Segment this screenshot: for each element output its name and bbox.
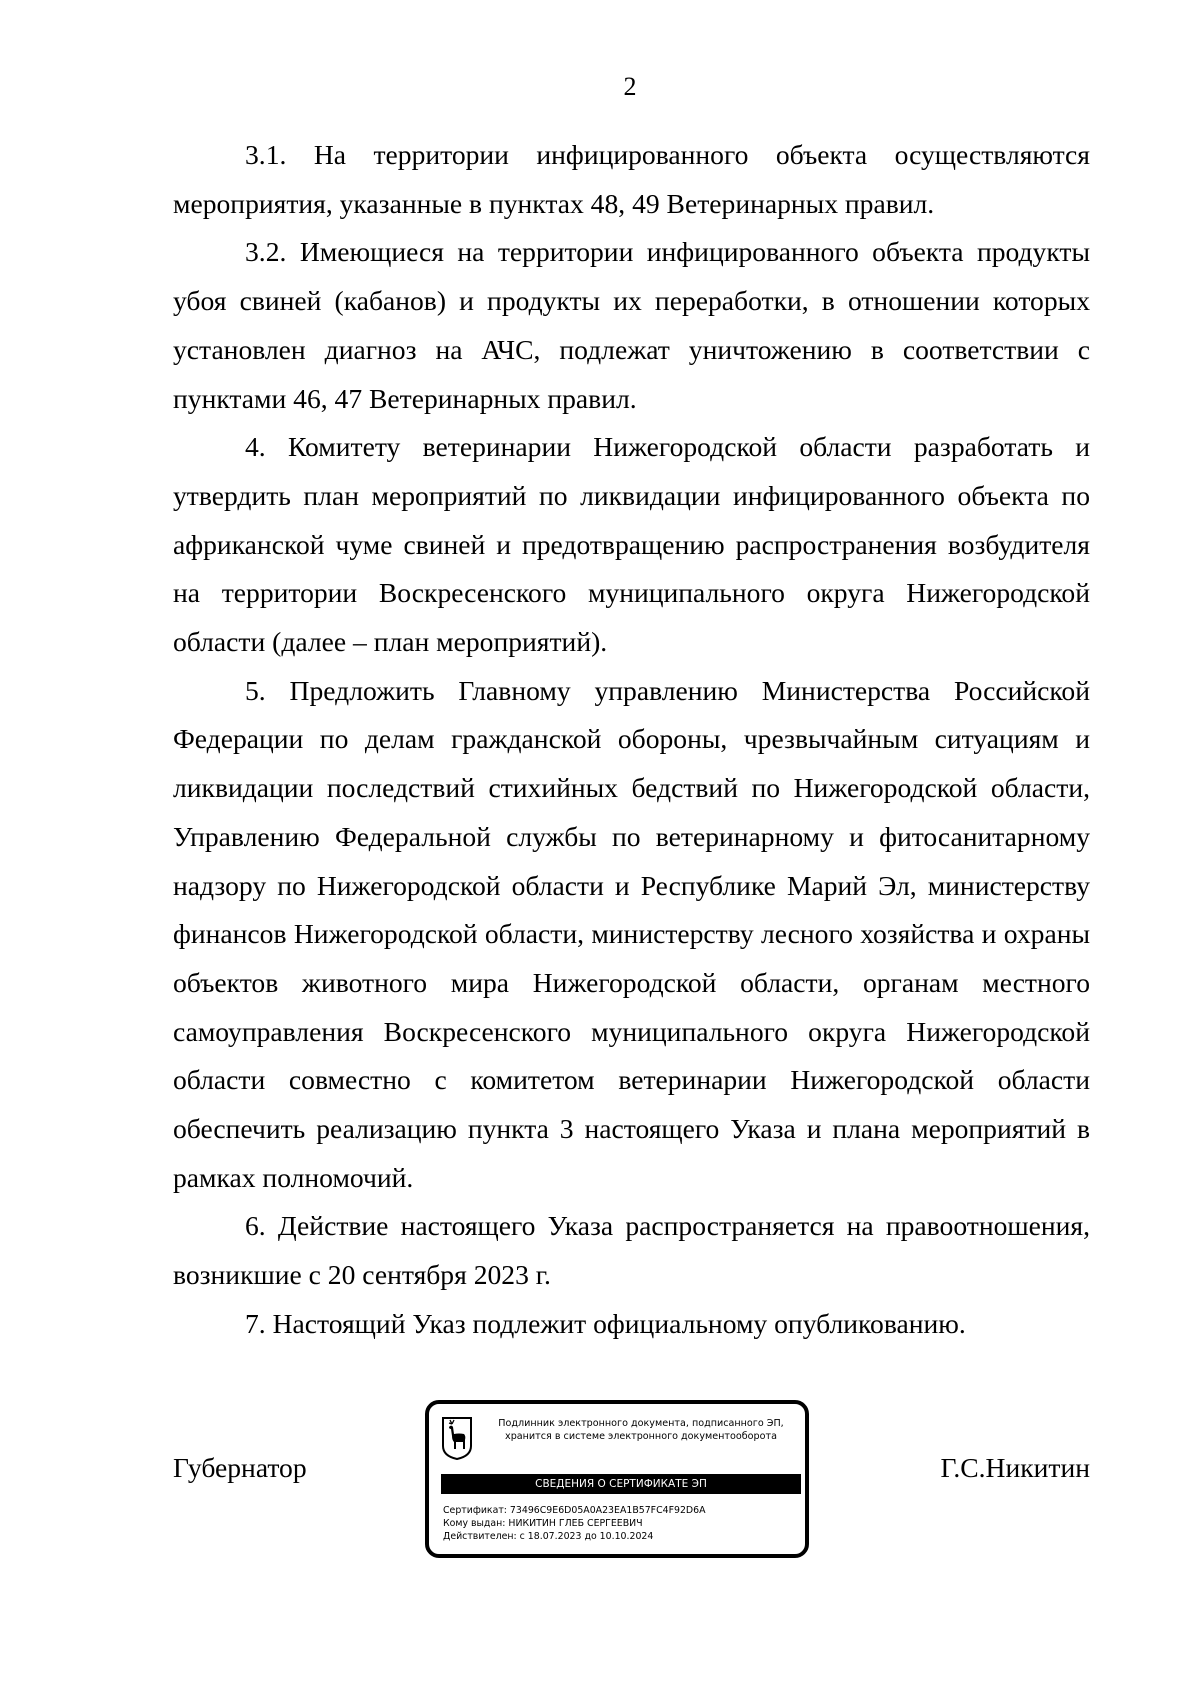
signer-position: Губернатор (173, 1452, 307, 1483)
stamp-notice-line2: хранится в системе электронного документооборота (505, 1431, 777, 1442)
deer-emblem-icon (441, 1416, 473, 1460)
signature-block (173, 1400, 1090, 1550)
stamp-notice (481, 1417, 801, 1443)
stamp-notice-line1: Подлинник электронного документа, подписанного ЭП, (498, 1418, 784, 1429)
certificate-validity: Действителен: с 18.07.2023 до 10.10.2024 (443, 1531, 654, 1542)
electronic-signature-stamp (425, 1400, 809, 1558)
certificate-owner: Кому выдан: НИКИТИН ГЛЕБ СЕРГЕЕВИЧ (443, 1518, 643, 1529)
paragraph-4: 4. Комитету ветеринарии Нижегородской области разработать и утвердить план мероприятий по ликвидации инфицированного объекта по африканской чуме свиней и предотвращению распространения возбудителя на территории Воскресенского муниципального округа Нижегородской области (далее – план мероприятий). (173, 431, 1090, 658)
paragraph-5: 5. Предложить Главному управлению Министерства Российской Федерации по делам гражданской обороны, чрезвычайным ситуациям и ликвидации последствий стихийных бедствий по Нижегородской области, Управлению Федеральной службы по ветеринарному и фитосанитарному надзору по Нижегородской области и Республике Марий Эл, министерству финансов Нижегородской области, министерству лесного хозяйства и охраны объектов животного мира Нижегородской области, органам местного самоуправления Воскресенского муниципального округа Нижегородской области совместно с комитетом ветеринарии Нижегородской области обеспечить реализацию пункта 3 настоящего Указа и плана мероприятий в рамках полномочий. (173, 674, 1090, 1193)
paragraph-6: 6. Действие настоящего Указа распространяется на правоотношения, возникшие с 20 сентября 2023 г. (173, 1210, 1090, 1291)
page-number: 2 (623, 72, 637, 101)
stamp-certificate-header: СВЕДЕНИЯ О СЕРТИФИКАТЕ ЭП (441, 1474, 801, 1494)
paragraph-3-1: 3.1. На территории инфицированного объекта осуществляются мероприятия, указанные в пунктах 48, 49 Ветеринарных правил. (173, 139, 1090, 219)
stamp-certificate-details (443, 1504, 706, 1543)
paragraph-7: 7. Настоящий Указ подлежит официальному опубликованию. (245, 1307, 966, 1339)
certificate-number: Сертификат: 73496C9E6D05A0A23EA1B57FC4F92D6A (443, 1505, 706, 1516)
paragraph-3-2: 3.2. Имеющиеся на территории инфицированного объекта продукты убоя свиней (кабанов) и продукты их переработки, в отношении которых установлен диагноз на АЧС, подлежат уничтожению в соответствии с пунктами 46, 47 Ветеринарных правил. (173, 236, 1090, 414)
document-body (173, 131, 1090, 1349)
signer-name: Г.С.Никитин (940, 1452, 1090, 1483)
